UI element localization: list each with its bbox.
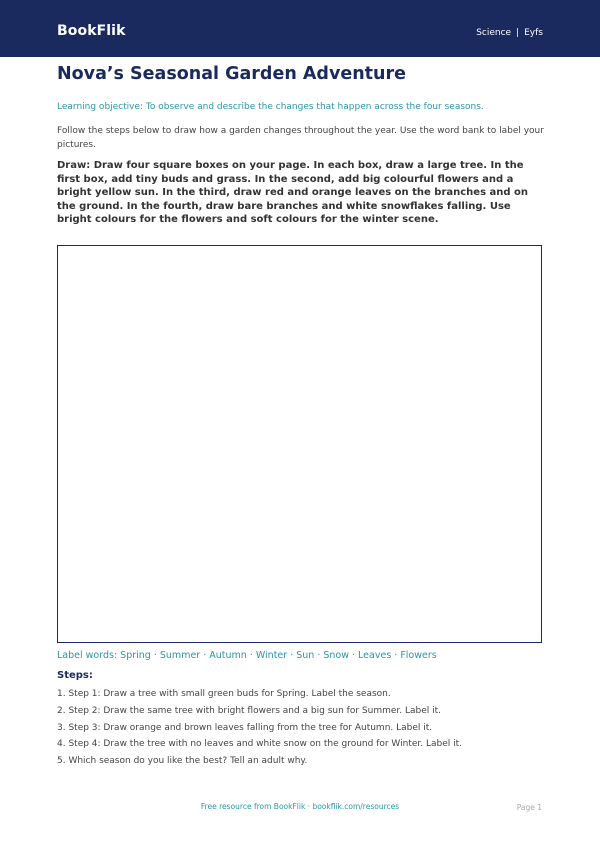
- step-item: 5. Which season do you like the best? Tell an adult why.: [57, 756, 308, 767]
- level-label: Eyfs: [524, 28, 543, 38]
- subject-label: Science: [476, 28, 512, 38]
- intro-text: Follow the steps below to draw how a garden changes throughout the year. Use the word bank to label your pictures.: [57, 126, 544, 150]
- page-title: Nova’s Seasonal Garden Adventure: [57, 64, 407, 84]
- meta-separator: |: [516, 28, 520, 38]
- draw-instruction: Draw: Draw four square boxes on your page. In each box, draw a large tree. In the first box, add tiny buds and grass. In the second, add big colourful flowers and a bright yellow sun. In the third, draw red and orange leaves on the branches and on the ground. In the fourth, draw bare branches and white snowflakes falling. Use bright colours for the flowers and soft colours for the winter scene.: [57, 160, 529, 225]
- step-item: 4. Step 4: Draw the tree with no leaves and white snow on the ground for Winter. Label it.: [57, 739, 463, 750]
- brand-logo[interactable]: BookFlik: [57, 23, 126, 39]
- step-item: 2. Step 2: Draw the same tree with bright flowers and a big sun for Summer. Label it.: [57, 705, 442, 716]
- step-item: 1. Step 1: Draw a tree with small green buds for Spring. Label the season.: [57, 689, 391, 699]
- top-bar: [0, 0, 600, 57]
- step-item: 3. Step 3: Draw orange and brown leaves falling from the tree for Autumn. Label it.: [57, 722, 433, 733]
- learning-objective: Learning objective: To observe and describe the changes that happen across the four seasons.: [57, 102, 484, 112]
- header-meta: [476, 28, 543, 38]
- steps-list: [57, 688, 462, 772]
- drawing-area[interactable]: [57, 245, 542, 643]
- footer-link[interactable]: Free resource from BookFlik · bookflik.com/resources: [200, 802, 400, 811]
- steps-heading: Steps:: [57, 670, 93, 681]
- label-word-bank: Label words: Spring · Summer · Autumn · Winter · Sun · Snow · Leaves · Flowers: [57, 650, 437, 661]
- page-number: Page 1: [516, 803, 542, 812]
